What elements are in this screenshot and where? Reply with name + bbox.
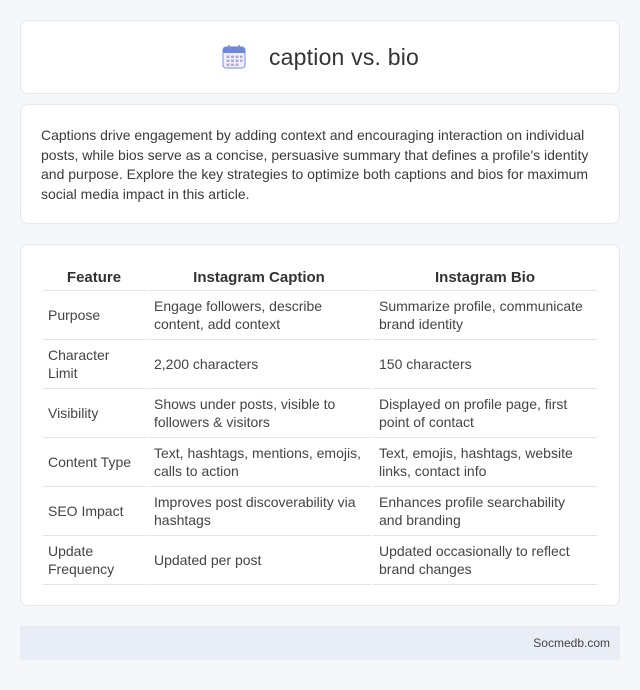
bio-cell: Summarize profile, communicate brand identity	[373, 291, 597, 340]
bio-cell: 150 characters	[373, 340, 597, 389]
table-row	[43, 536, 597, 585]
feature-cell: Character Limit	[43, 340, 148, 389]
header-feature: Feature	[43, 265, 148, 291]
header-instagram-caption: Instagram Caption	[148, 265, 373, 291]
comparison-table	[43, 265, 597, 585]
caption-cell: 2,200 characters	[148, 340, 373, 389]
intro-card	[20, 104, 620, 224]
caption-cell: Text, hashtags, mentions, emojis, calls to action	[148, 438, 373, 487]
caption-cell: Engage followers, describe content, add context	[148, 291, 373, 340]
bio-cell: Displayed on profile page, first point of contact	[373, 389, 597, 438]
header-instagram-bio: Instagram Bio	[373, 265, 597, 291]
table-row	[43, 340, 597, 389]
table-header-row	[43, 265, 597, 291]
footer-site-link[interactable]: Socmedb.com	[533, 636, 610, 650]
table-card	[20, 244, 620, 606]
title-wrap	[221, 44, 419, 71]
table-row	[43, 487, 597, 536]
footer	[20, 626, 620, 660]
bio-cell: Enhances profile searchability and branding	[373, 487, 597, 536]
feature-cell: Visibility	[43, 389, 148, 438]
feature-cell: Purpose	[43, 291, 148, 340]
feature-cell: SEO Impact	[43, 487, 148, 536]
table-row	[43, 438, 597, 487]
caption-cell: Shows under posts, visible to followers & visitors	[148, 389, 373, 438]
feature-cell: Content Type	[43, 438, 148, 487]
bio-cell: Updated occasionally to reflect brand changes	[373, 536, 597, 585]
intro-paragraph: Captions drive engagement by adding context and encouraging interaction on individual posts, while bios serve as a concise, persuasive summary that defines a profile's identity and purpose. Explore the key strategies to optimize both captions and bios for maximum social media impact in this article.	[41, 127, 589, 202]
table-row	[43, 389, 597, 438]
bio-cell: Text, emojis, hashtags, website links, contact info	[373, 438, 597, 487]
caption-cell: Updated per post	[148, 536, 373, 585]
title-card	[20, 20, 620, 94]
page-title: caption vs. bio	[268, 43, 420, 70]
caption-cell: Improves post discoverability via hashtags	[148, 487, 373, 536]
calendar-icon	[221, 44, 247, 70]
table-row	[43, 291, 597, 340]
feature-cell: Update Frequency	[43, 536, 148, 585]
